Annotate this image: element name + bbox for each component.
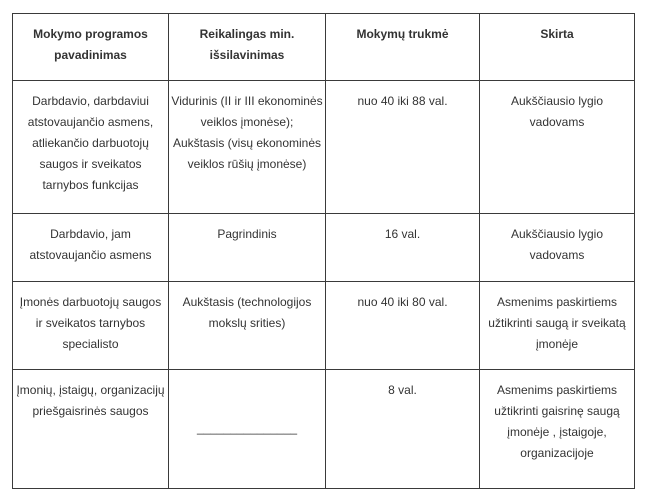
min-education-blank-line: _______________	[169, 370, 326, 489]
intended-for-cell: Asmenims paskirtiems užtikrinti saugą ir sveikatą įmonėje	[480, 282, 635, 370]
header-row	[13, 14, 635, 81]
min-education-cell: Vidurinis (II ir III ekonominės veiklos įmonėse); Aukštasis (visų ekonominės veiklos rūšių įmonėse)	[169, 81, 326, 214]
table-row	[13, 282, 635, 370]
program-name-cell: Darbdavio, jam atstovaujančio asmens	[13, 214, 169, 282]
program-name-cell: Darbdavio, darbdaviui atstovaujančio asmens, atliekančio darbuotojų saugos ir sveikatos tarnybos funkcijas	[13, 81, 169, 214]
program-name-cell: Įmonės darbuotojų saugos ir sveikatos tarnybos specialisto	[13, 282, 169, 370]
program-name-cell: Įmonių, įstaigų, organizacijų priešgaisrinės saugos	[13, 370, 169, 489]
column-header-min-education: Reikalingas min. išsilavinimas	[169, 14, 326, 81]
duration-cell: nuo 40 iki 88 val.	[326, 81, 480, 214]
intended-for-cell: Aukščiausio lygio vadovams	[480, 214, 635, 282]
column-header-program-name: Mokymo programos pavadinimas	[13, 14, 169, 81]
duration-cell: 8 val.	[326, 370, 480, 489]
intended-for-cell: Aukščiausio lygio vadovams	[480, 81, 635, 214]
training-programs-table	[12, 13, 635, 489]
table-row	[13, 81, 635, 214]
intended-for-cell: Asmenims paskirtiems užtikrinti gaisrinę saugą įmonėje , įstaigoje, organizacijoje	[480, 370, 635, 489]
min-education-cell: Pagrindinis	[169, 214, 326, 282]
min-education-cell: Aukštasis (technologijos mokslų srities)	[169, 282, 326, 370]
column-header-intended-for: Skirta	[480, 14, 635, 81]
duration-cell: nuo 40 iki 80 val.	[326, 282, 480, 370]
table-row	[13, 370, 635, 489]
table-row	[13, 214, 635, 282]
column-header-duration: Mokymų trukmė	[326, 14, 480, 81]
duration-cell: 16 val.	[326, 214, 480, 282]
